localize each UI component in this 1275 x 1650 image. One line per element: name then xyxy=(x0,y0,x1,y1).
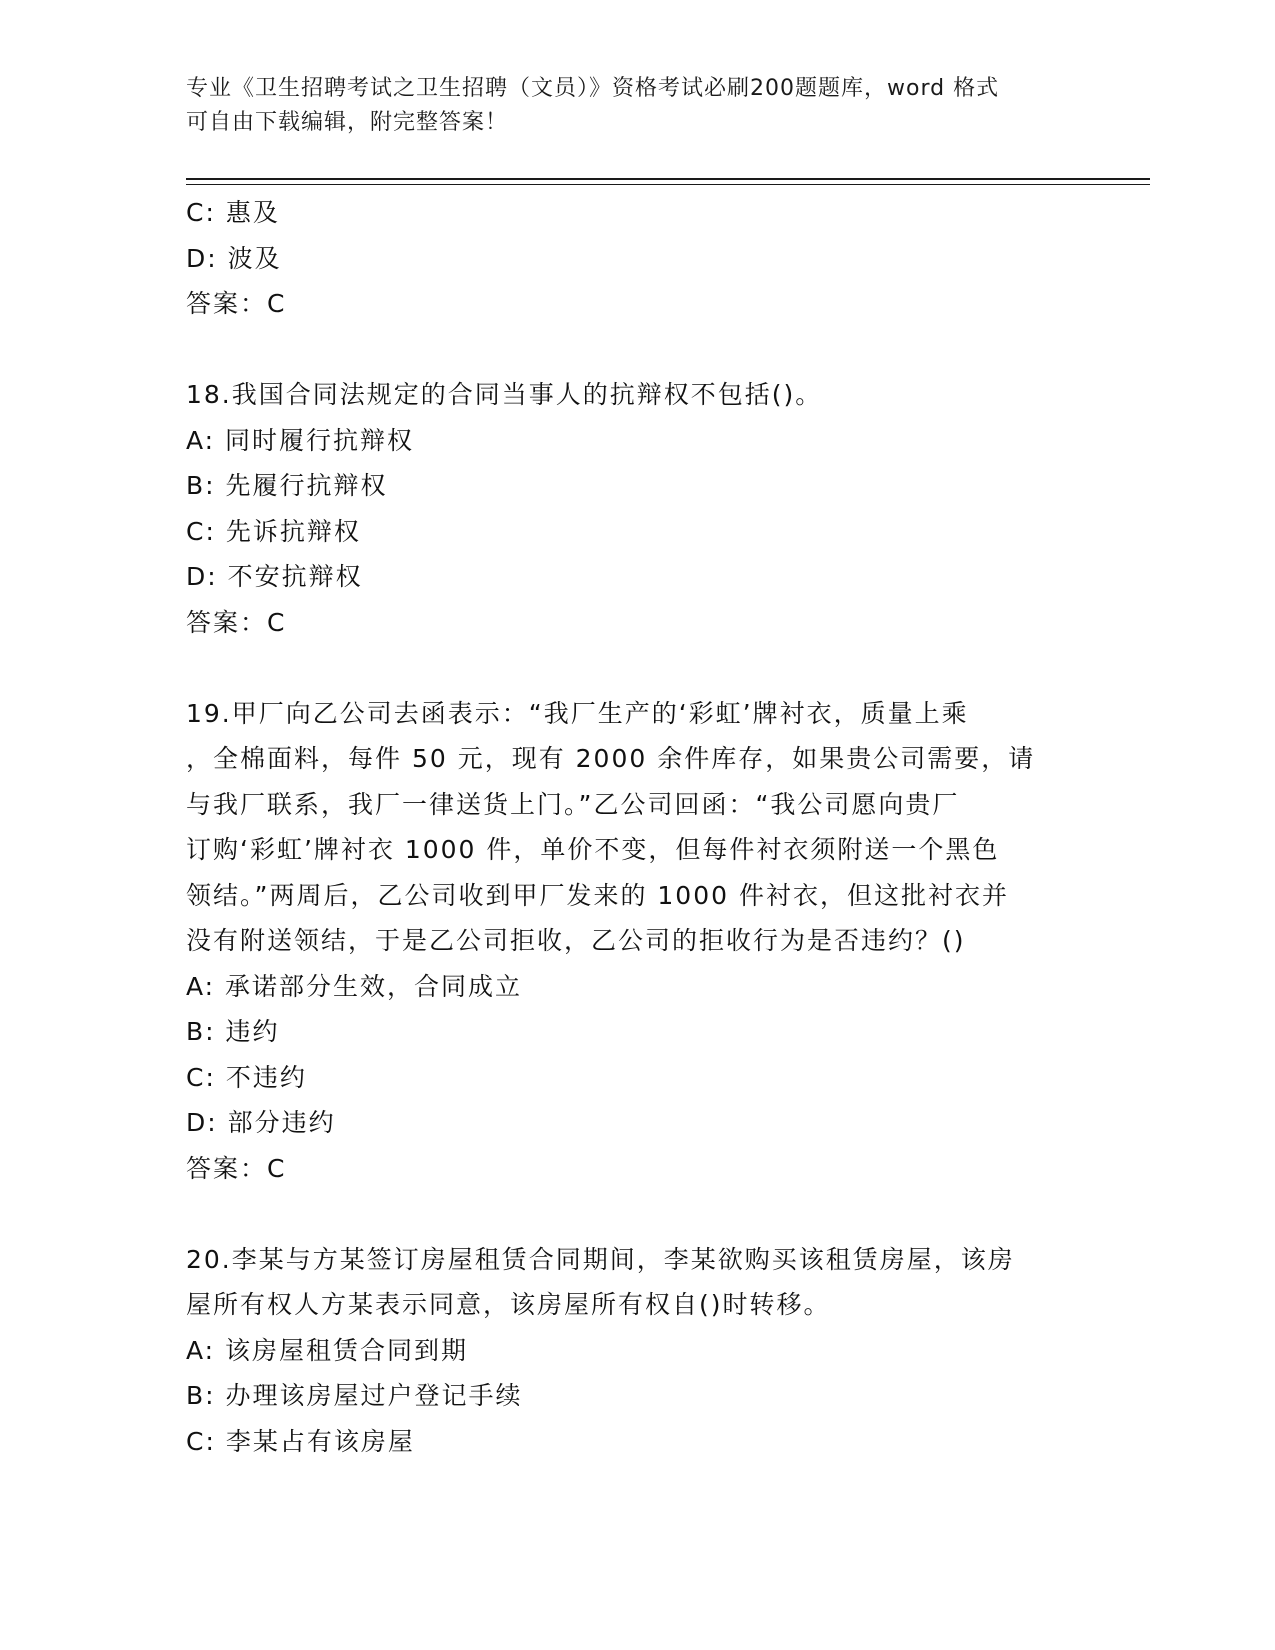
question-text-line: 没有附送领结，于是乙公司拒收，乙公司的拒收行为是否违约？() xyxy=(186,926,966,955)
question-text-line: 领结。”两周后，乙公司收到甲厂发来的 1000 件衬衣，但这批衬衣并 xyxy=(186,880,1009,910)
option-c: C: 先诉抗辩权 xyxy=(186,516,361,546)
page-header xyxy=(186,72,1066,140)
question-text: 18.我国合同法规定的合同当事人的抗辩权不包括()。 xyxy=(186,380,823,409)
option-d: D: 波及 xyxy=(186,243,282,273)
question-text-line: 与我厂联系，我厂一律送货上门。”乙公司回函：“我公司愿向贵厂 xyxy=(186,789,960,819)
question-text-line: ，全棉面料，每件 50 元，现有 2000 余件库存，如果贵公司需要，请 xyxy=(186,744,1036,773)
option-a: A: 该房屋租赁合同到期 xyxy=(186,1335,469,1365)
question-19 xyxy=(186,691,1086,1192)
answer-line: 答案：C xyxy=(186,289,287,318)
question-text-line: 订购‘彩虹’牌衬衣 1000 件，单价不变，但每件衬衣须附送一个黑色 xyxy=(186,835,1000,864)
question-text-line: 屋所有权人方某表示同意，该房屋所有权自()时转移。 xyxy=(186,1290,831,1319)
question-17-continued xyxy=(186,190,1086,327)
question-text-line: 20.李某与方某签订房屋租赁合同期间，李某欲购买该租赁房屋，该房 xyxy=(186,1244,1015,1274)
header-rule-thick xyxy=(186,178,1150,180)
header-rule-thin xyxy=(186,184,1150,185)
option-d: D: 部分违约 xyxy=(186,1108,336,1137)
document-body xyxy=(186,190,1086,1464)
option-b: B: 办理该房屋过户登记手续 xyxy=(186,1381,523,1410)
option-c: C: 惠及 xyxy=(186,198,280,227)
question-18 xyxy=(186,372,1086,645)
option-a: A: 同时履行抗辩权 xyxy=(186,425,415,455)
option-b: B: 先履行抗辩权 xyxy=(186,471,388,500)
spacer xyxy=(186,1191,1086,1237)
option-d: D: 不安抗辩权 xyxy=(186,562,363,591)
spacer xyxy=(186,645,1086,691)
header-line-1: 专业《卫生招聘考试之卫生招聘（文员）》资格考试必刷200题题库，word 格式 xyxy=(186,76,1000,101)
option-a: A: 承诺部分生效，合同成立 xyxy=(186,971,523,1001)
option-c: C: 李某占有该房屋 xyxy=(186,1426,415,1456)
question-20 xyxy=(186,1237,1086,1465)
option-b: B: 违约 xyxy=(186,1017,280,1046)
answer-line: 答案：C xyxy=(186,607,287,637)
spacer xyxy=(186,327,1086,373)
answer-line: 答案：C xyxy=(186,1153,287,1183)
header-line-2: 可自由下载编辑，附完整答案！ xyxy=(186,110,509,135)
question-text-line: 19.甲厂向乙公司去函表示：“我厂生产的‘彩虹’牌衬衣，质量上乘 xyxy=(186,698,969,728)
option-c: C: 不违约 xyxy=(186,1062,307,1092)
